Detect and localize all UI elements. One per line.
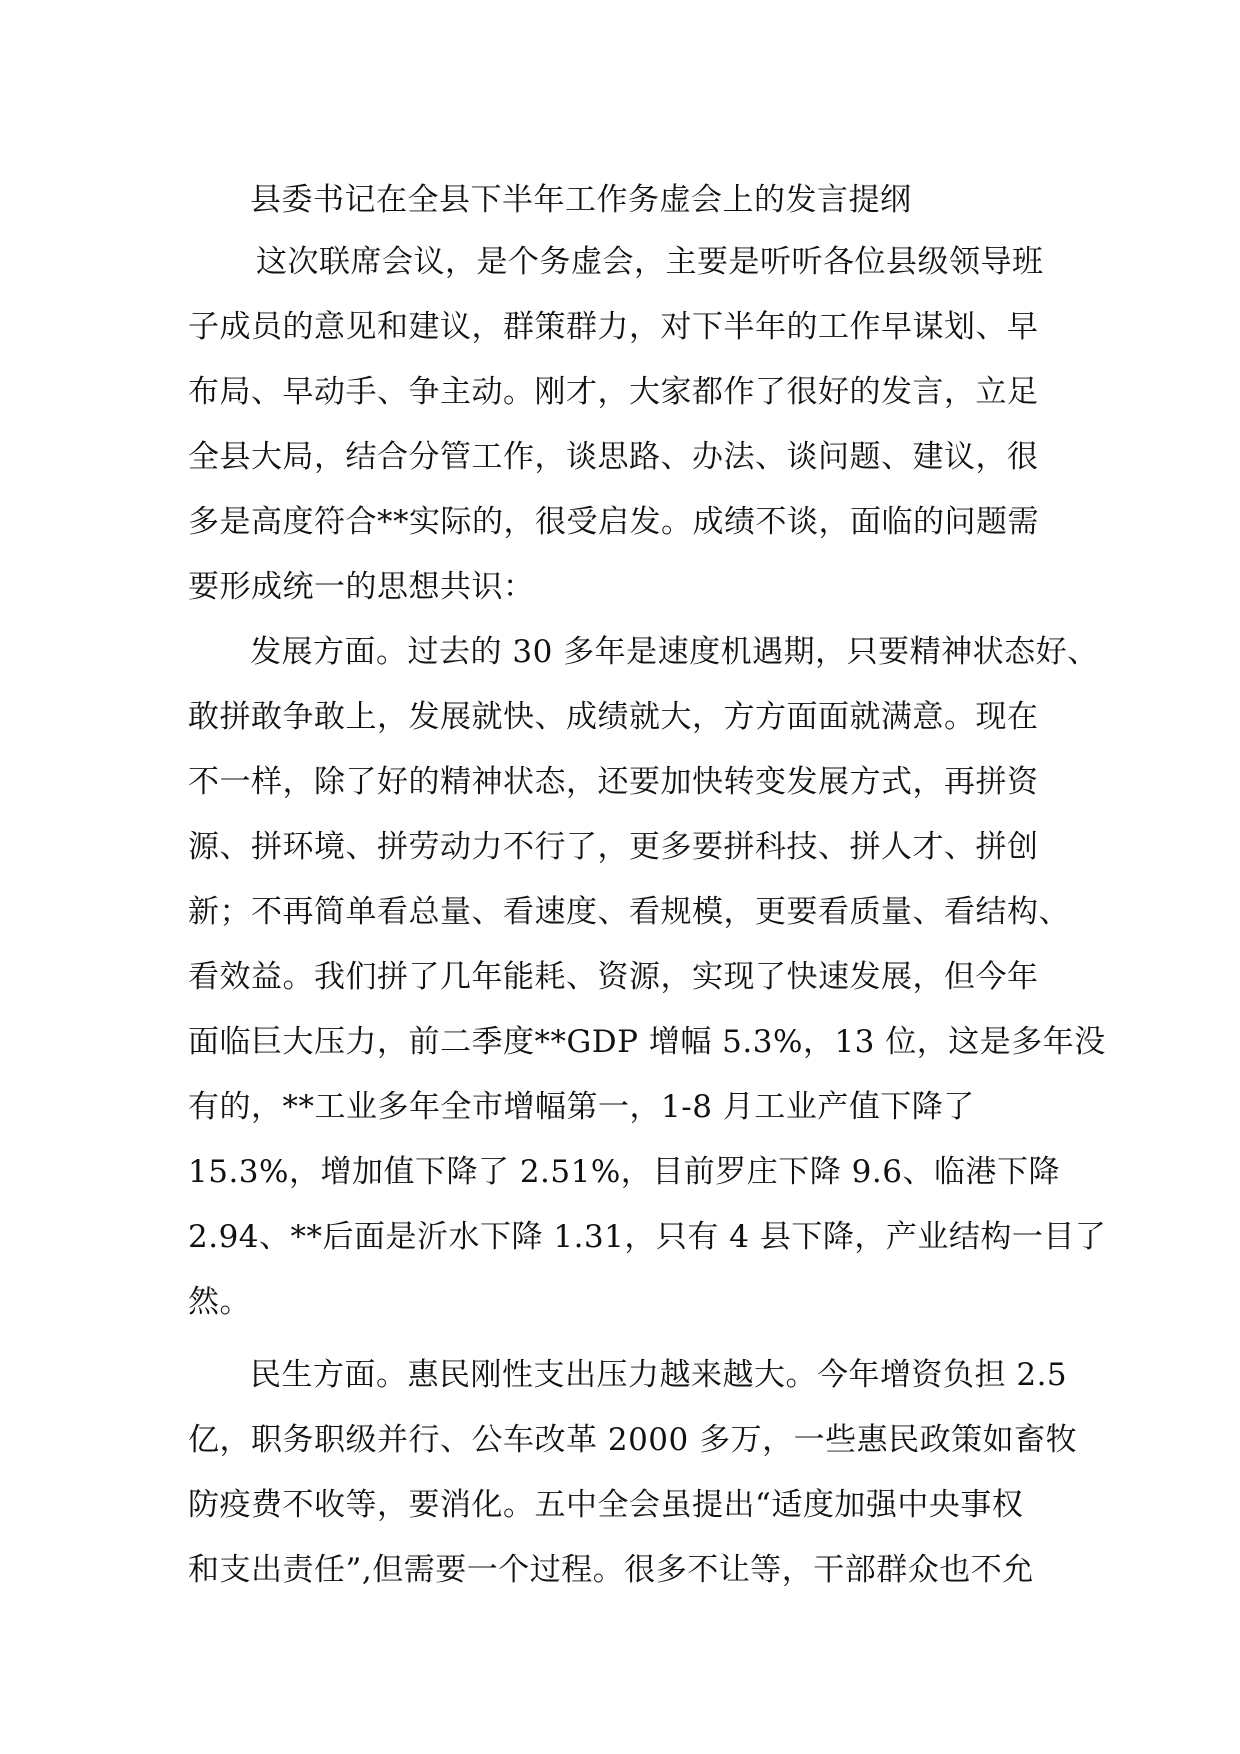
paragraph-line: 然。 [188, 1284, 251, 1320]
paragraph-line: 不一样，除了好的精神状态，还要加快转变发展方式，再拼资 [188, 764, 1039, 800]
paragraph-line: 源、拼环境、拼劳动力不行了，更多要拼科技、拼人才、拼创 [188, 829, 1039, 865]
paragraph-line: 面临巨大压力，前二季度**GDP 增幅 5.3%，13 位，这是多年没 [188, 1024, 1106, 1060]
paragraph-line: 发展方面。过去的 30 多年是速度机遇期，只要精神状态好、 [250, 634, 1099, 670]
paragraph-line: 民生方面。惠民刚性支出压力越来越大。今年增资负担 2.5 [250, 1357, 1068, 1393]
paragraph-line: 和支出责任”,但需要一个过程。很多不让等，干部群众也不允 [188, 1552, 1034, 1588]
paragraph-line: 看效益。我们拼了几年能耗、资源，实现了快速发展，但今年 [188, 959, 1039, 995]
paragraph-development [188, 620, 1107, 1335]
paragraph-line: 子成员的意见和建议，群策群力，对下半年的工作早谋划、早 [188, 309, 1039, 345]
paragraph-line: 布局、早动手、争主动。刚才，大家都作了很好的发言，立足 [188, 374, 1039, 410]
paragraph-line: 敢拼敢争敢上，发展就快、成绩就大，方方面面就满意。现在 [188, 699, 1039, 735]
paragraph-livelihood [188, 1343, 1078, 1603]
document-title: 县委书记在全县下半年工作务虚会上的发言提纲 [250, 182, 912, 218]
paragraph-line: 全县大局，结合分管工作，谈思路、办法、谈问题、建议，很 [188, 439, 1039, 475]
paragraph-line: 多是高度符合**实际的，很受启发。成绩不谈，面临的问题需 [188, 504, 1039, 540]
paragraph-line: 有的，**工业多年全市增幅第一，1-8 月工业产值下降了 [188, 1089, 975, 1125]
paragraph-line: 防疫费不收等，要消化。五中全会虽提出“适度加强中央事权 [188, 1487, 1024, 1523]
paragraph-line: 15.3%，增加值下降了 2.51%，目前罗庄下降 9.6、临港下降 [188, 1154, 1060, 1190]
paragraph-line: 2.94、**后面是沂水下降 1.31，只有 4 县下降，产业结构一目了 [188, 1219, 1107, 1255]
paragraph-intro [188, 230, 1060, 620]
paragraph-line: 亿，职务职级并行、公车改革 2000 多万，一些惠民政策如畜牧 [188, 1422, 1078, 1458]
paragraph-line: 这次联席会议，是个务虚会，主要是听听各位县级领导班 [256, 244, 1044, 280]
paragraph-line: 新；不再简单看总量、看速度、看规模，更要看质量、看结构、 [188, 894, 1070, 930]
document-body [188, 170, 1107, 1603]
paragraph-line: 要形成统一的思想共识： [188, 569, 535, 605]
